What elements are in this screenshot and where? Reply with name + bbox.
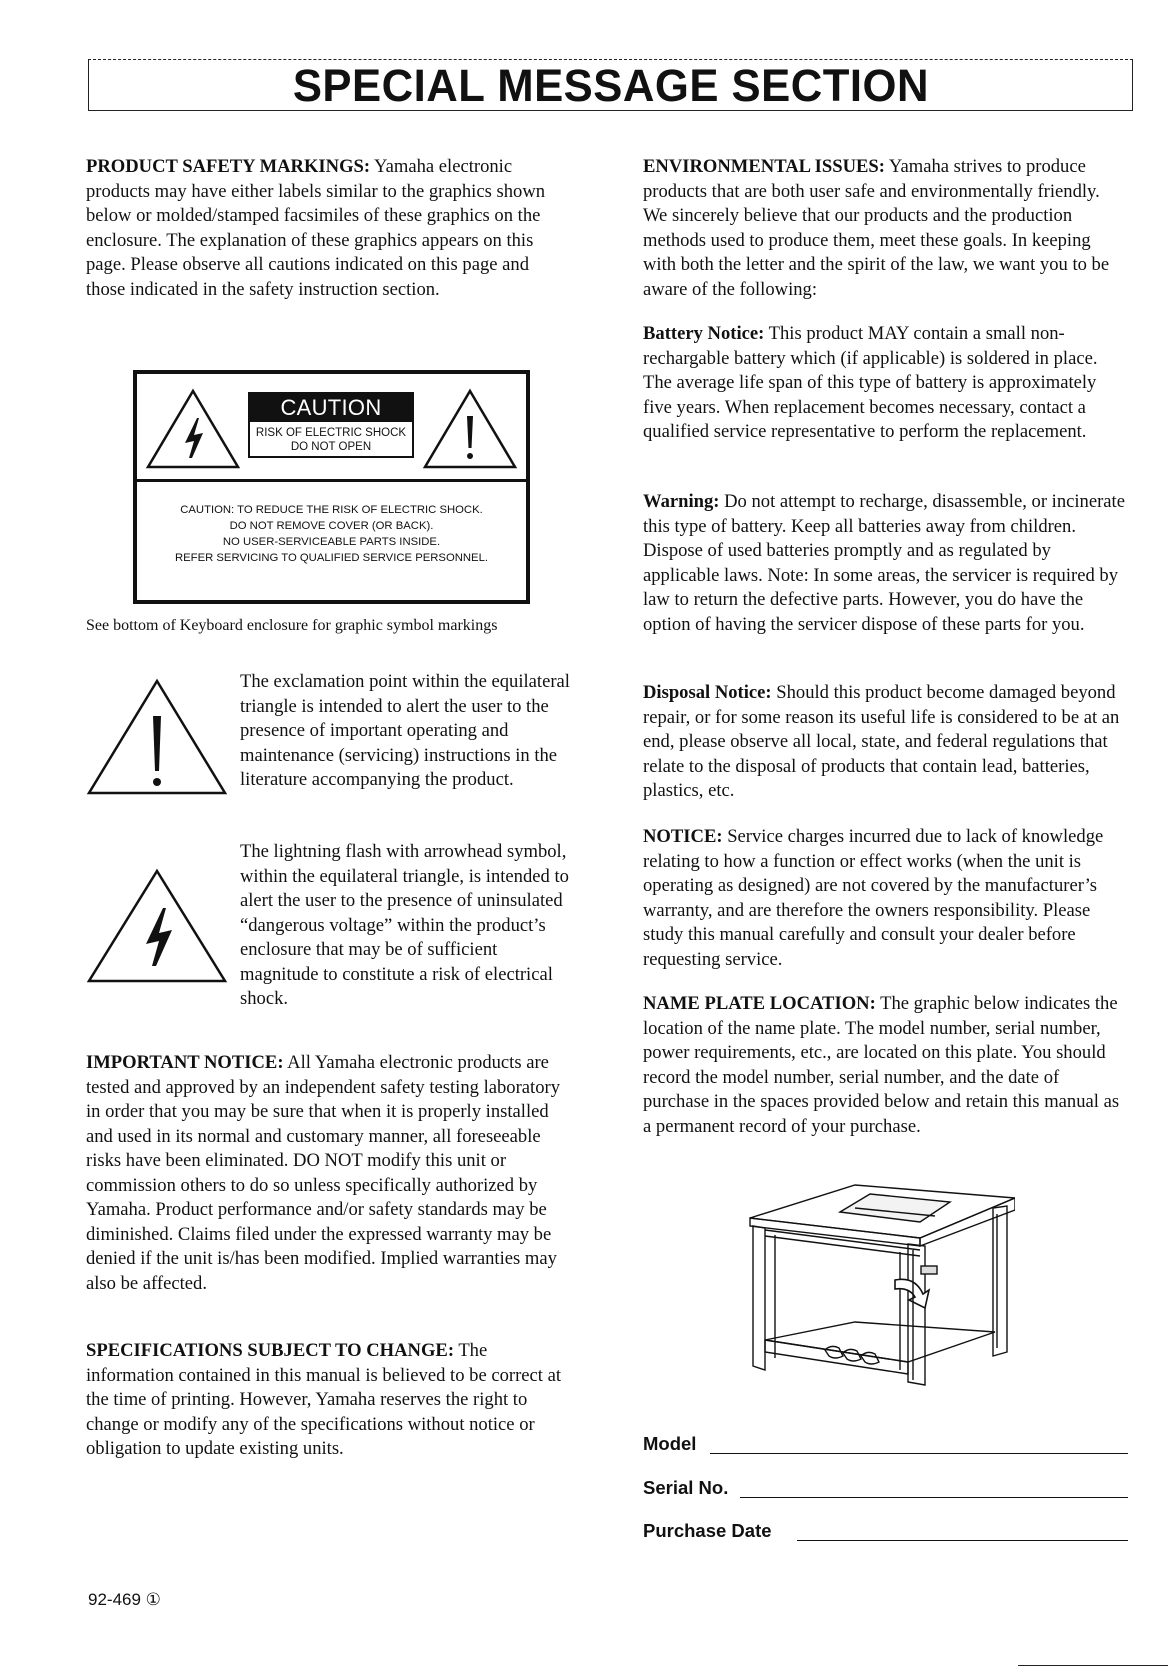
serial-label: Serial No. [643, 1477, 729, 1498]
caution-sub-line: RISK OF ELECTRIC SHOCK [255, 427, 407, 439]
disposal-section [643, 681, 1128, 804]
purchase-date-line [797, 1540, 1128, 1541]
corner-rule [1018, 1665, 1168, 1666]
environmental-heading: ENVIRONMENTAL ISSUES: [643, 156, 885, 177]
document-code-mark: ① [145, 1590, 161, 1609]
battery-section [643, 322, 1128, 445]
disposal-paragraph [643, 681, 1128, 804]
caution-sub-line: DO NOT OPEN [290, 441, 372, 453]
exclamation-triangle-icon [422, 388, 518, 470]
notice-paragraph [643, 825, 1128, 972]
document-code [88, 1590, 161, 1610]
caution-heading: CAUTION [250, 394, 412, 422]
exclamation-explanation [240, 670, 575, 793]
purchase-date-label: Purchase Date [643, 1520, 772, 1541]
name-plate-body: The graphic below indicates the location of the name plate. The model number, serial number, power requirements, etc., are located on this plate. You should record the model number, serial number, and the date of purchase in the spaces provided below and retain this manual as a permanent record of your purchase. [643, 993, 1120, 1137]
environmental-paragraph [643, 155, 1128, 302]
disposal-heading: Disposal Notice: [643, 682, 772, 703]
warning-body: Do not attempt to recharge, disassemble, or incinerate this type of battery. Keep all batteries away from children. Dispose of used batteries promptly and as regulated by applicable laws. Note: In some areas, the servicer is required by law to return the defective parts. However, you do have the option of having the servicer dispose of these parts for you. [643, 491, 1125, 635]
product-safety-paragraph [86, 155, 571, 302]
product-safety-heading: PRODUCT SAFETY MARKINGS: [86, 156, 371, 177]
model-label: Model [643, 1433, 697, 1454]
battery-heading: Battery Notice: [643, 323, 765, 344]
specifications-heading: SPECIFICATIONS SUBJECT TO CHANGE: [86, 1340, 455, 1361]
model-line [710, 1453, 1128, 1454]
name-plate-heading: NAME PLATE LOCATION: [643, 993, 876, 1014]
environmental-section [643, 155, 1128, 302]
caution-label-top [137, 374, 526, 482]
caution-instruction-line: REFER SERVICING TO QUALIFIED SERVICE PERSONNEL. [174, 552, 489, 564]
caution-instruction-line: CAUTION: TO REDUCE THE RISK OF ELECTRIC SHOCK. [180, 504, 483, 516]
product-safety-section [86, 155, 571, 302]
document-code-number: 92-469 [88, 1590, 141, 1609]
warning-paragraph [643, 490, 1128, 637]
name-plate-paragraph [643, 992, 1128, 1139]
battery-body: This product MAY contain a small non-rechargable battery which (if applicable) is soldered in place. The average life span of this type of battery is approximately five years. When replacement becomes necessary, contact a qualified service representative to perform the replacement. [643, 323, 1098, 442]
title-box [88, 59, 1133, 111]
lightning-explanation [240, 840, 580, 1012]
label-caption: See bottom of Keyboard enclosure for graphic symbol markings [86, 617, 498, 634]
disposal-body: Should this product become damaged beyond repair, or for some reason its useful life is considered to be at an end, please observe all local, state, and federal regulations that relate to the disposal of products that contain lead, batteries, plastics, etc. [643, 682, 1120, 801]
digital-piano-illustration [745, 1180, 1015, 1390]
caution-instructions [137, 502, 526, 566]
lightning-text: The lightning flash with arrowhead symbol, within the equilateral triangle, is intended to alert the user to the presence of uninsulated “dangerous voltage” within the product’s enclosure that may be of sufficient magnitude to constitute a risk of electrical shock. [240, 841, 569, 1009]
notice-section [643, 825, 1128, 972]
notice-body: Service charges incurred due to lack of knowledge relating to how a function or effect works (when the unit is operating as designed) are not covered by the manufacturer’s warranty, and are therefore the owners responsibility. Please study this manual carefully and consult your dealer before requesting service. [643, 826, 1104, 970]
specifications-section [86, 1339, 571, 1462]
exclamation-text: The exclamation point within the equilateral triangle is intended to alert the user to the presence of important operating and maintenance (servicing) instructions in the literature accompanying the product. [240, 671, 570, 790]
serial-line [740, 1497, 1128, 1498]
battery-paragraph [643, 322, 1128, 445]
notice-heading: NOTICE: [643, 826, 723, 847]
important-notice-body: All Yamaha electronic products are tested and approved by an independent safety testing laboratory in order that you may be sure that when it is properly installed and used in its normal and customary manner, all foreseeable risks have been eliminated. DO NOT modify this unit or commission others to do so unless specifically authorized by Yamaha. Product performance and/or safety standards may be diminished. Claims filed under the expressed warranty may be denied if the unit is/has been modified. Implied warranties may also be affected. [86, 1052, 560, 1294]
caution-subtext [250, 422, 412, 454]
exclamation-triangle-icon [86, 678, 228, 796]
lightning-triangle-icon [86, 868, 228, 984]
caution-instruction-line: NO USER-SERVICEABLE PARTS INSIDE. [222, 536, 441, 548]
caution-label [133, 370, 530, 604]
product-safety-body: Yamaha electronic products may have either labels similar to the graphics shown below or molded/stamped facsimiles of these graphics on the enclosure. The explanation of these graphics appears on this page. Please observe all cautions indicated on this page and those indicated in the safety instruction section. [86, 156, 546, 300]
environmental-body: Yamaha strives to produce products that are both user safe and environmentally friendly. We sincerely believe that our products and the production methods used to produce them, meet these goals. In keeping with both the letter and the spirit of the law, we want you to be aware of the following: [643, 156, 1110, 300]
caution-instruction-line: DO NOT REMOVE COVER (OR BACK). [229, 520, 434, 532]
caution-block [248, 392, 414, 458]
specifications-body: The information contained in this manual is believed to be correct at the time of printing. However, Yamaha reserves the right to change or modify any of the specifications without notice or obligation to update existing units. [86, 1340, 562, 1459]
page-title: SPECIAL MESSAGE SECTION [292, 59, 929, 111]
specifications-paragraph [86, 1339, 571, 1462]
warning-section [643, 490, 1128, 637]
important-notice-section [86, 1051, 571, 1296]
lightning-triangle-icon [145, 388, 241, 470]
warning-heading: Warning: [643, 491, 720, 512]
important-notice-paragraph [86, 1051, 571, 1296]
name-plate-section [643, 992, 1128, 1139]
important-notice-heading: IMPORTANT NOTICE: [86, 1052, 284, 1073]
